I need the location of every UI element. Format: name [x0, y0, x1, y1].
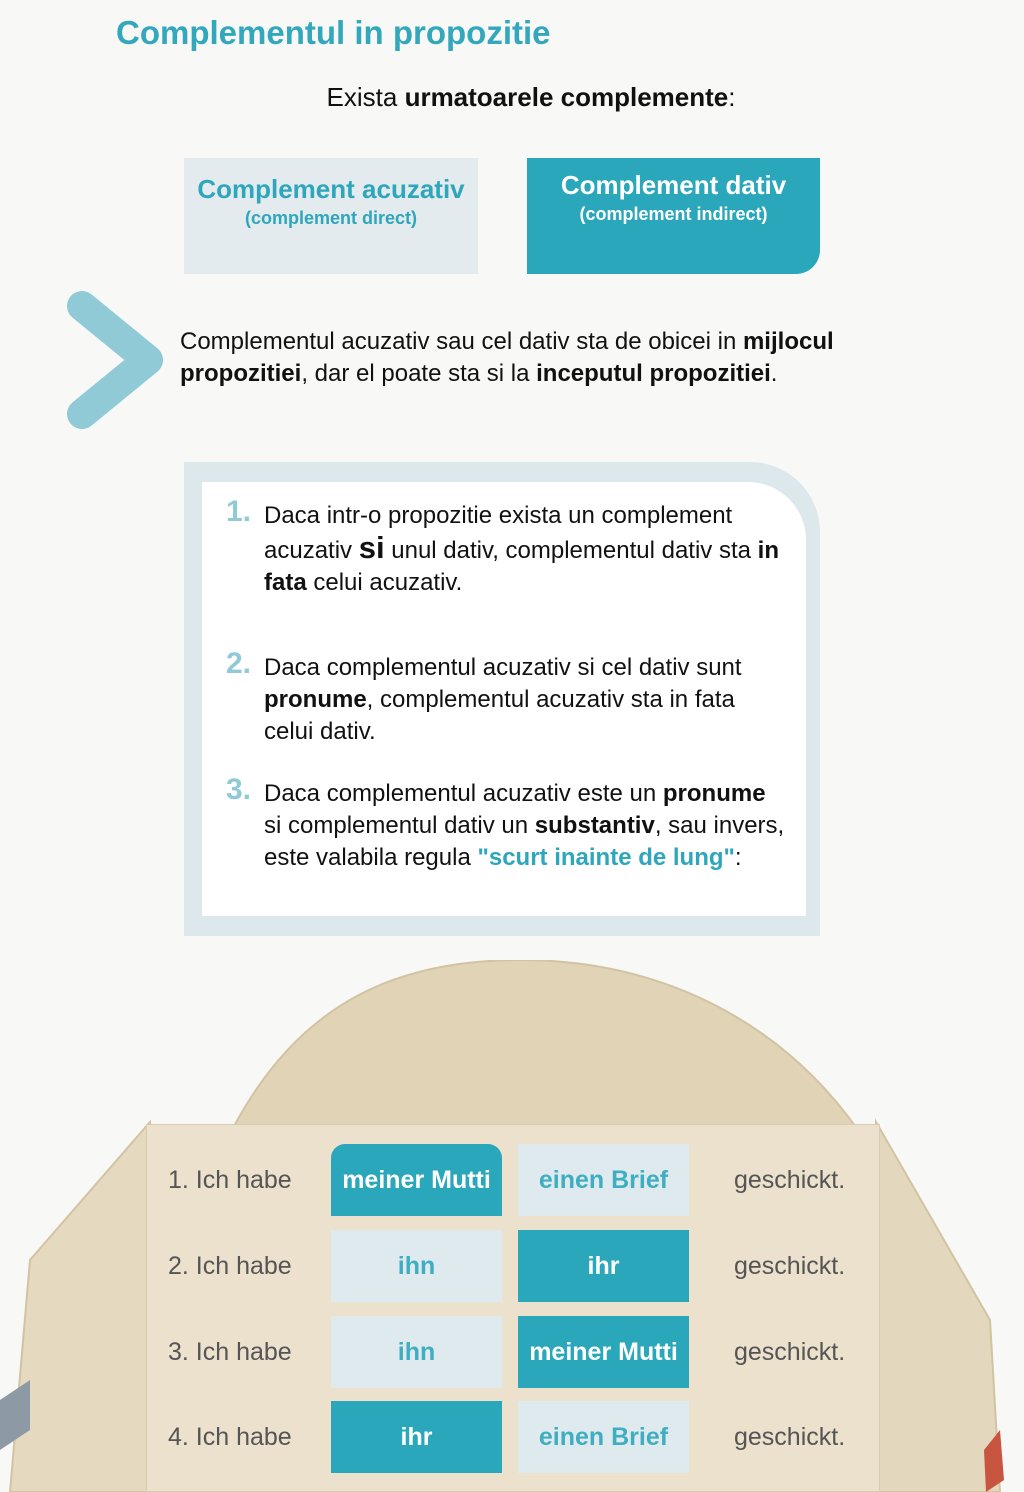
rule-text: , sau invers, este valabila regula: [264, 812, 785, 871]
rule-text: celui acuzativ.: [306, 569, 463, 596]
example-verb: geschickt.: [734, 1166, 846, 1194]
rule-number: 2.: [226, 647, 252, 680]
card-dative: [527, 158, 820, 274]
example-label: 2. Ich habe: [168, 1252, 292, 1280]
card-accusative-subtitle: (complement direct): [244, 208, 418, 228]
example-accusative-cell: einen Brief: [518, 1144, 689, 1216]
example-accusative-cell: ihn: [331, 1230, 502, 1302]
intro-line: [0, 82, 1024, 113]
rule-bold: in fata: [264, 537, 779, 596]
rule-bold: pronume: [264, 686, 367, 713]
rule-item-1: [226, 495, 786, 599]
rule-text: Daca complementul acuzativ este un: [264, 780, 663, 807]
example-dative-cell: meiner Mutti: [518, 1316, 689, 1388]
example-verb: geschickt.: [734, 1338, 846, 1366]
example-label: 3. Ich habe: [168, 1338, 292, 1366]
card-dative-title: Complement dativ: [560, 170, 787, 200]
example-row: [146, 1144, 880, 1216]
rule-text: si complementul dativ un: [264, 812, 535, 839]
example-dative-cell: meiner Mutti: [331, 1144, 502, 1216]
word-order-paragraph: [180, 326, 900, 390]
example-accusative-cell: ihn: [331, 1316, 502, 1388]
chevron-right-icon: [60, 288, 176, 432]
rule-bold: pronume: [662, 780, 766, 807]
card-accusative: [184, 158, 478, 274]
rule-bold: si: [358, 530, 385, 565]
para-bold-1: mijlocul propozitiei: [180, 328, 834, 387]
rule-number: 1.: [226, 495, 252, 528]
intro-bold: urmatoarele complemente: [404, 82, 729, 112]
rule-bold: substantiv: [534, 812, 655, 839]
example-accusative-cell: einen Brief: [518, 1401, 689, 1473]
card-dative-subtitle: (complement indirect): [579, 204, 768, 224]
example-verb: geschickt.: [734, 1252, 846, 1280]
rule-text: Daca intr-o propozitie exista un complement acuzativ: [264, 502, 733, 564]
example-row: [146, 1230, 880, 1302]
rule-item-2: [226, 647, 786, 748]
rule-number: 3.: [226, 773, 252, 806]
example-dative-cell: ihr: [331, 1401, 502, 1473]
para-text-1: Complementul acuzativ sau cel dativ sta de obicei in: [180, 328, 743, 355]
intro-colon: :: [728, 82, 736, 112]
para-text-2: , dar el poate sta si la: [301, 360, 537, 387]
para-text-3: .: [770, 360, 778, 387]
example-row: [146, 1316, 880, 1388]
para-bold-2: inceputul propozitiei: [536, 360, 771, 387]
card-accusative-title: Complement acuzativ: [197, 174, 465, 204]
example-verb: geschickt.: [734, 1423, 846, 1451]
rule-text: unul dativ, complementul dativ sta: [384, 537, 758, 564]
rule-text: , complementul acuzativ sta in fata celui dativ.: [264, 686, 735, 745]
intro-text: Exista: [326, 82, 405, 112]
page-title: Complementul in propozitie: [116, 14, 551, 51]
rule-item-3: [226, 773, 786, 874]
rule-text: Daca complementul acuzativ si cel dativ sunt: [264, 654, 742, 681]
rule-highlight: "scurt inainte de lung": [477, 844, 735, 871]
example-dative-cell: ihr: [518, 1230, 689, 1302]
example-sheet: [146, 1124, 880, 1492]
example-row: [146, 1401, 880, 1473]
rule-text: :: [734, 844, 742, 871]
example-label: 4. Ich habe: [168, 1423, 292, 1451]
example-label: 1. Ich habe: [168, 1166, 292, 1194]
